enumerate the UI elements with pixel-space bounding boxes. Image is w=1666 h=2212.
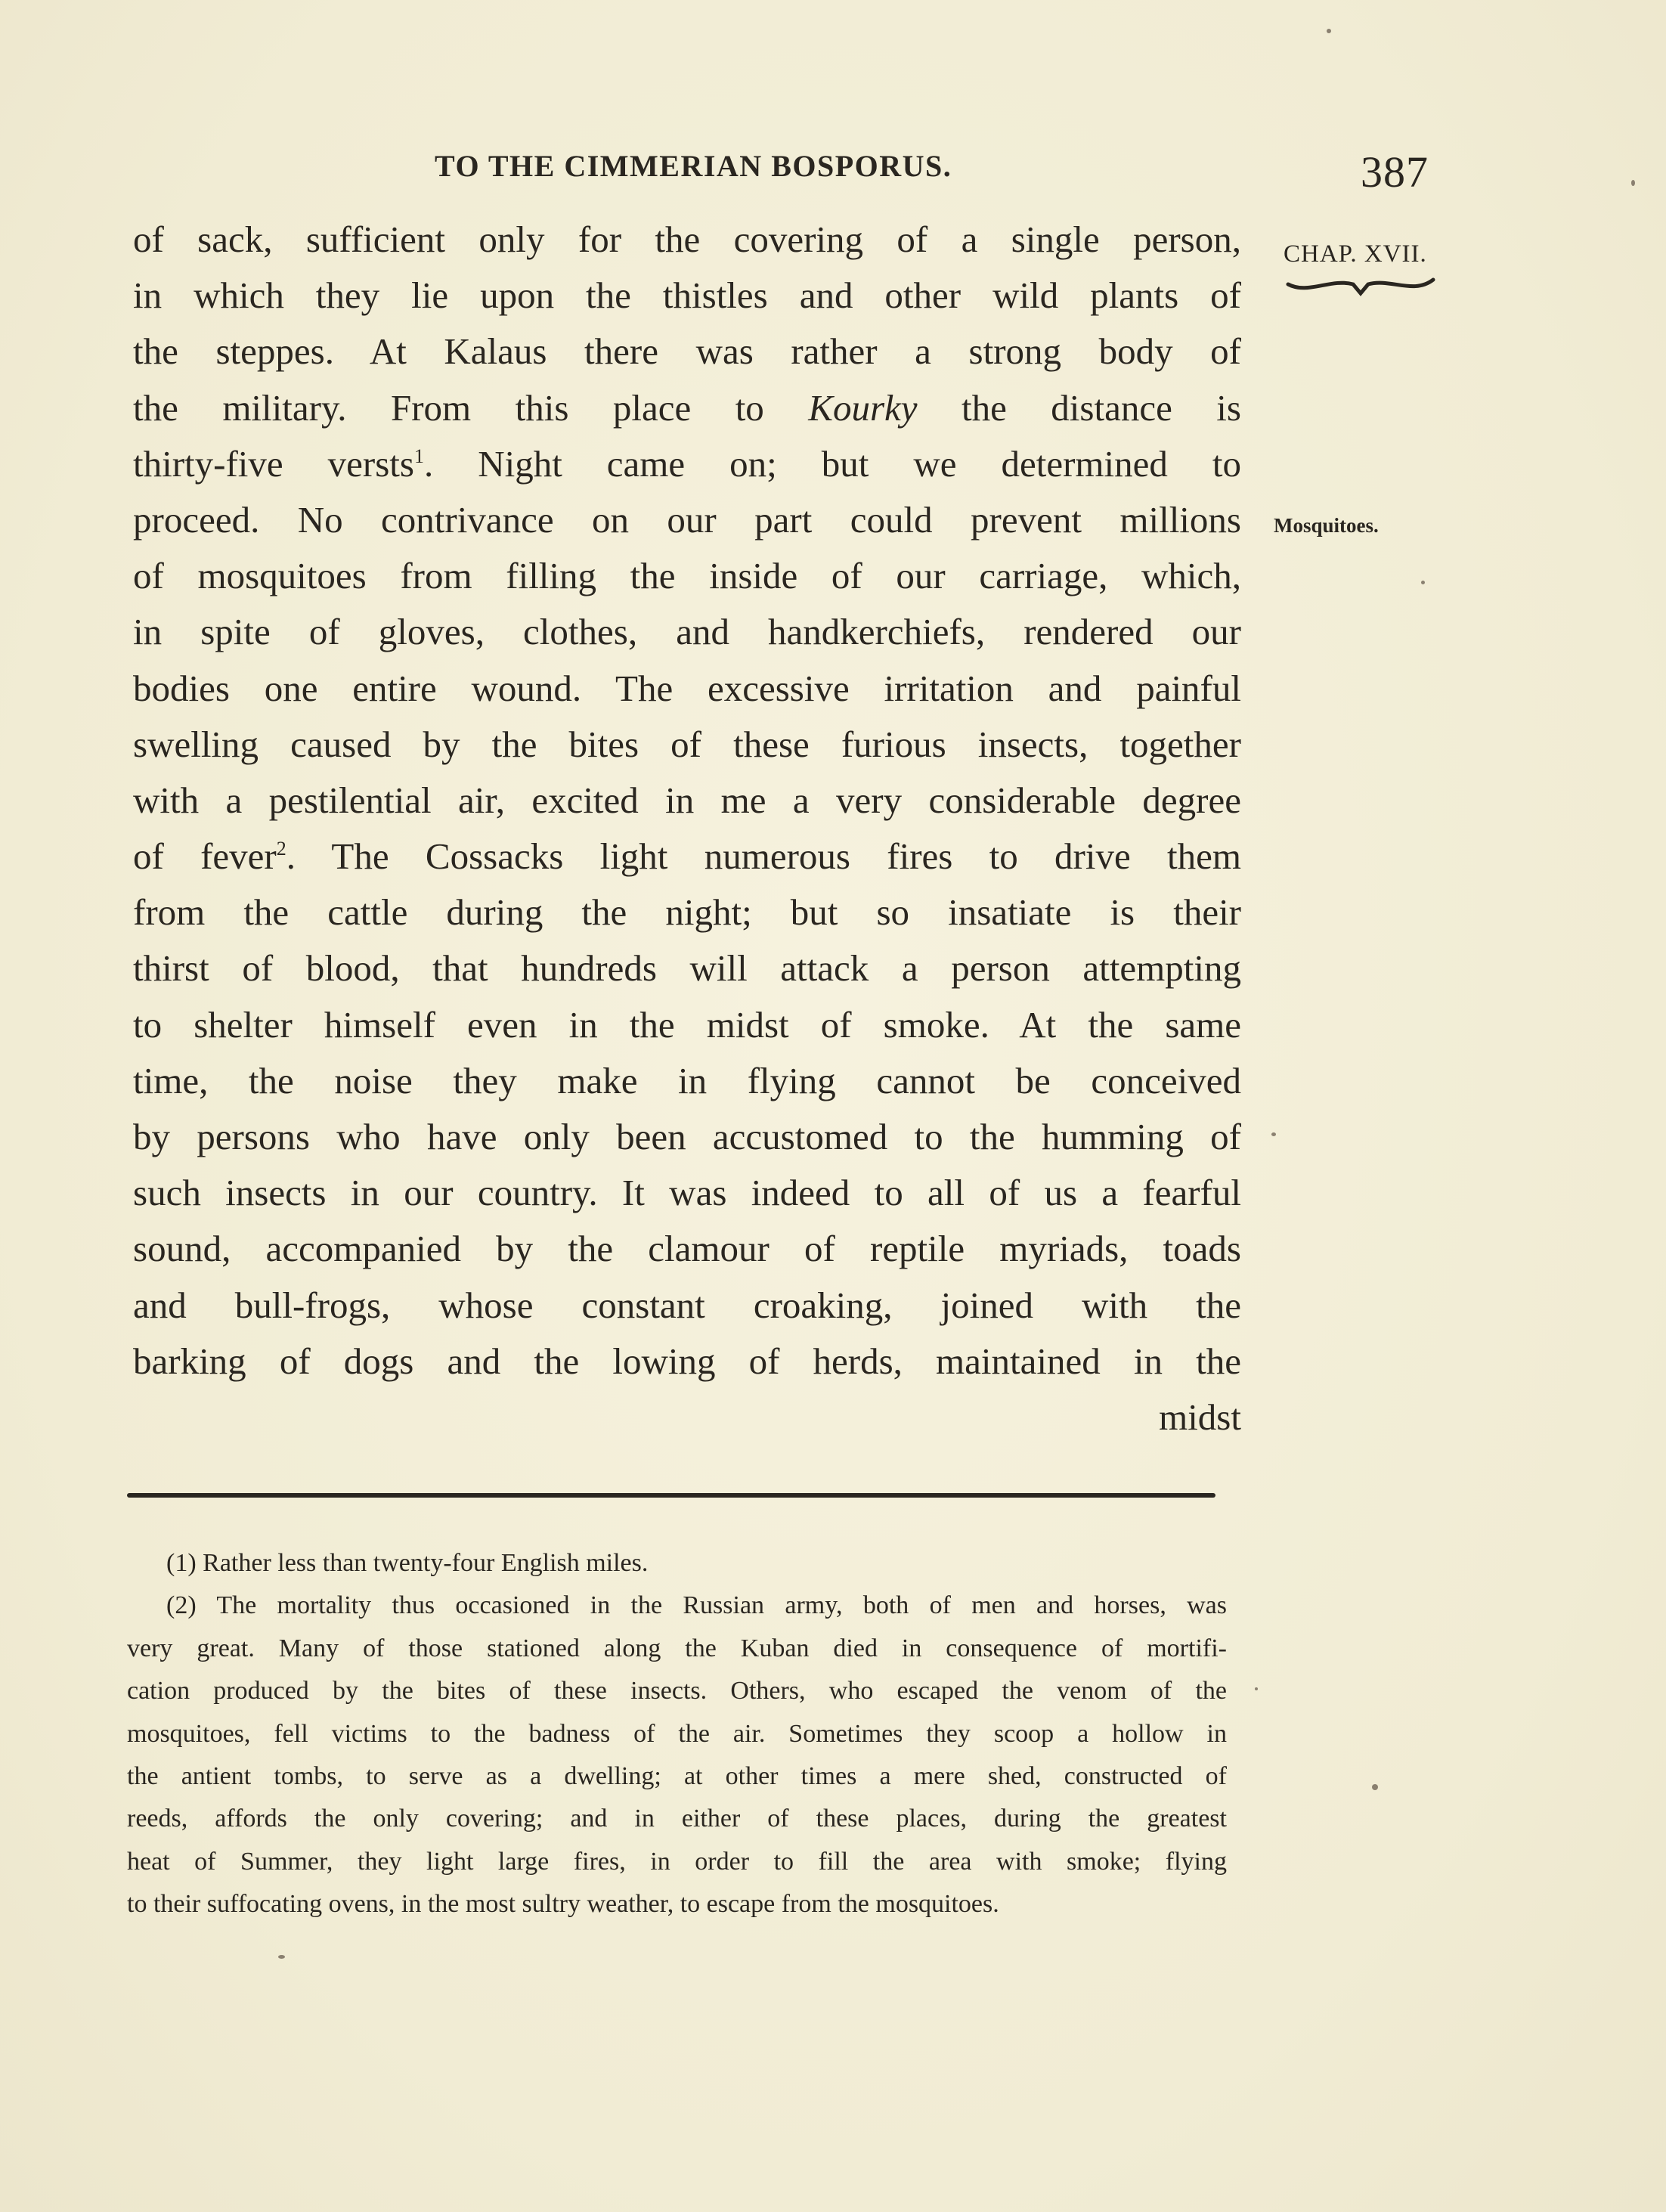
paper-speck — [1631, 180, 1635, 186]
place-name-italic: Kourky — [808, 386, 918, 429]
paper-speck — [278, 1955, 285, 1959]
chapter-ornament-icon — [1285, 274, 1436, 304]
footnote-2-line: mosquitoes, fell victims to the badness of the air. Sometimes they scoop a hollow in — [127, 1719, 1227, 1748]
paper-speck — [1421, 581, 1425, 584]
text-line — [133, 829, 1241, 884]
text-line: to shelter himself even in the midst of smoke. At the same — [133, 1003, 1241, 1046]
text-line: and bull-frogs, whose constant croaking, joined with the — [133, 1284, 1241, 1326]
text-line — [133, 436, 1241, 492]
footnote-2-line: cation produced by the bites of these insects. Others, who escaped the venom of the — [127, 1677, 1227, 1705]
text-line: in which they lie upon the thistles and other wild plants of — [133, 274, 1241, 317]
footnote-2-line: (2) The mortality thus occasioned in the Russian army, both of men and horses, was — [166, 1591, 1227, 1620]
text-line: swelling caused by the bites of these furious insects, together — [133, 723, 1241, 765]
footnote-2-line: very great. Many of those stationed along the Kuban died in consequence of mortifi- — [127, 1634, 1227, 1662]
footnote-ref-1: 1 — [413, 445, 424, 467]
text-line: with a pestilential air, excited in me a very considerable degree — [133, 779, 1241, 821]
paper-speck — [1271, 1132, 1276, 1136]
catchword: midst — [1159, 1396, 1241, 1438]
paper-speck — [1372, 1784, 1378, 1790]
footnotes — [127, 1542, 1227, 1926]
text-segment: . Night came on; but we determined to — [423, 442, 1241, 485]
text-line: bodies one entire wound. The excessive irritation and painful — [133, 667, 1241, 709]
text-line: time, the noise they make in flying cannot be conceived — [133, 1059, 1241, 1101]
running-head: TO THE CIMMERIAN BOSPORUS. — [435, 149, 952, 183]
text-line: from the cattle during the night; but so insatiate is their — [133, 891, 1241, 934]
text-line: in spite of gloves, clothes, and handkerchiefs, rendered our — [133, 611, 1241, 653]
text-segment: . The Cossacks light numerous fires to drive them — [286, 835, 1241, 878]
text-line: thirst of blood, that hundreds will attack a person attempting — [133, 947, 1241, 990]
chapter-marginal: CHAP. XVII. — [1284, 240, 1427, 268]
footnote-1: (1) Rather less than twenty-four English miles. — [166, 1549, 649, 1577]
text-line: such insects in our country. It was indeed to all of us a fearful — [133, 1172, 1241, 1214]
text-line: proceed. No contrivance on our part could prevent millions — [133, 498, 1241, 541]
text-line: the steppes. At Kalaus there was rather a strong body of — [133, 330, 1241, 373]
text-line: barking of dogs and the lowing of herds, maintained in the — [133, 1340, 1241, 1382]
text-segment: of fever — [133, 835, 277, 878]
text-line — [133, 380, 1241, 436]
footnote-rule — [127, 1493, 1215, 1498]
paper-speck — [1255, 1687, 1258, 1690]
text-segment: thirty-five versts — [133, 442, 414, 485]
text-line: sound, accompanied by the clamour of reptile myriads, toads — [133, 1228, 1241, 1270]
paper-speck — [1327, 29, 1331, 33]
text-line: of mosquitoes from filling the inside of our carriage, which, — [133, 555, 1241, 597]
text-line: of sack, sufficient only for the covering of a single person, — [133, 218, 1241, 260]
footnote-ref-2: 2 — [276, 838, 286, 860]
footnote-2-line: heat of Summer, they light large fires, in order to fill the area with smoke; flying — [127, 1847, 1227, 1876]
marginal-note-mosquitoes: Mosquitoes. — [1274, 514, 1379, 537]
main-text — [133, 212, 1241, 1445]
text-segment: the distance is — [917, 386, 1241, 429]
page-number: 387 — [1361, 147, 1429, 197]
footnote-2-line: the antient tombs, to serve as a dwelling; at other times a mere shed, constructed of — [127, 1761, 1227, 1790]
footnote-2-line: to their suffocating ovens, in the most sultry weather, to escape from the mosquitoes. — [127, 1890, 999, 1919]
text-line: by persons who have only been accustomed to the humming of — [133, 1116, 1241, 1157]
footnote-2-line: reeds, affords the only covering; and in either of these places, during the greatest — [127, 1805, 1227, 1833]
text-segment: the military. From this place to — [133, 386, 809, 429]
